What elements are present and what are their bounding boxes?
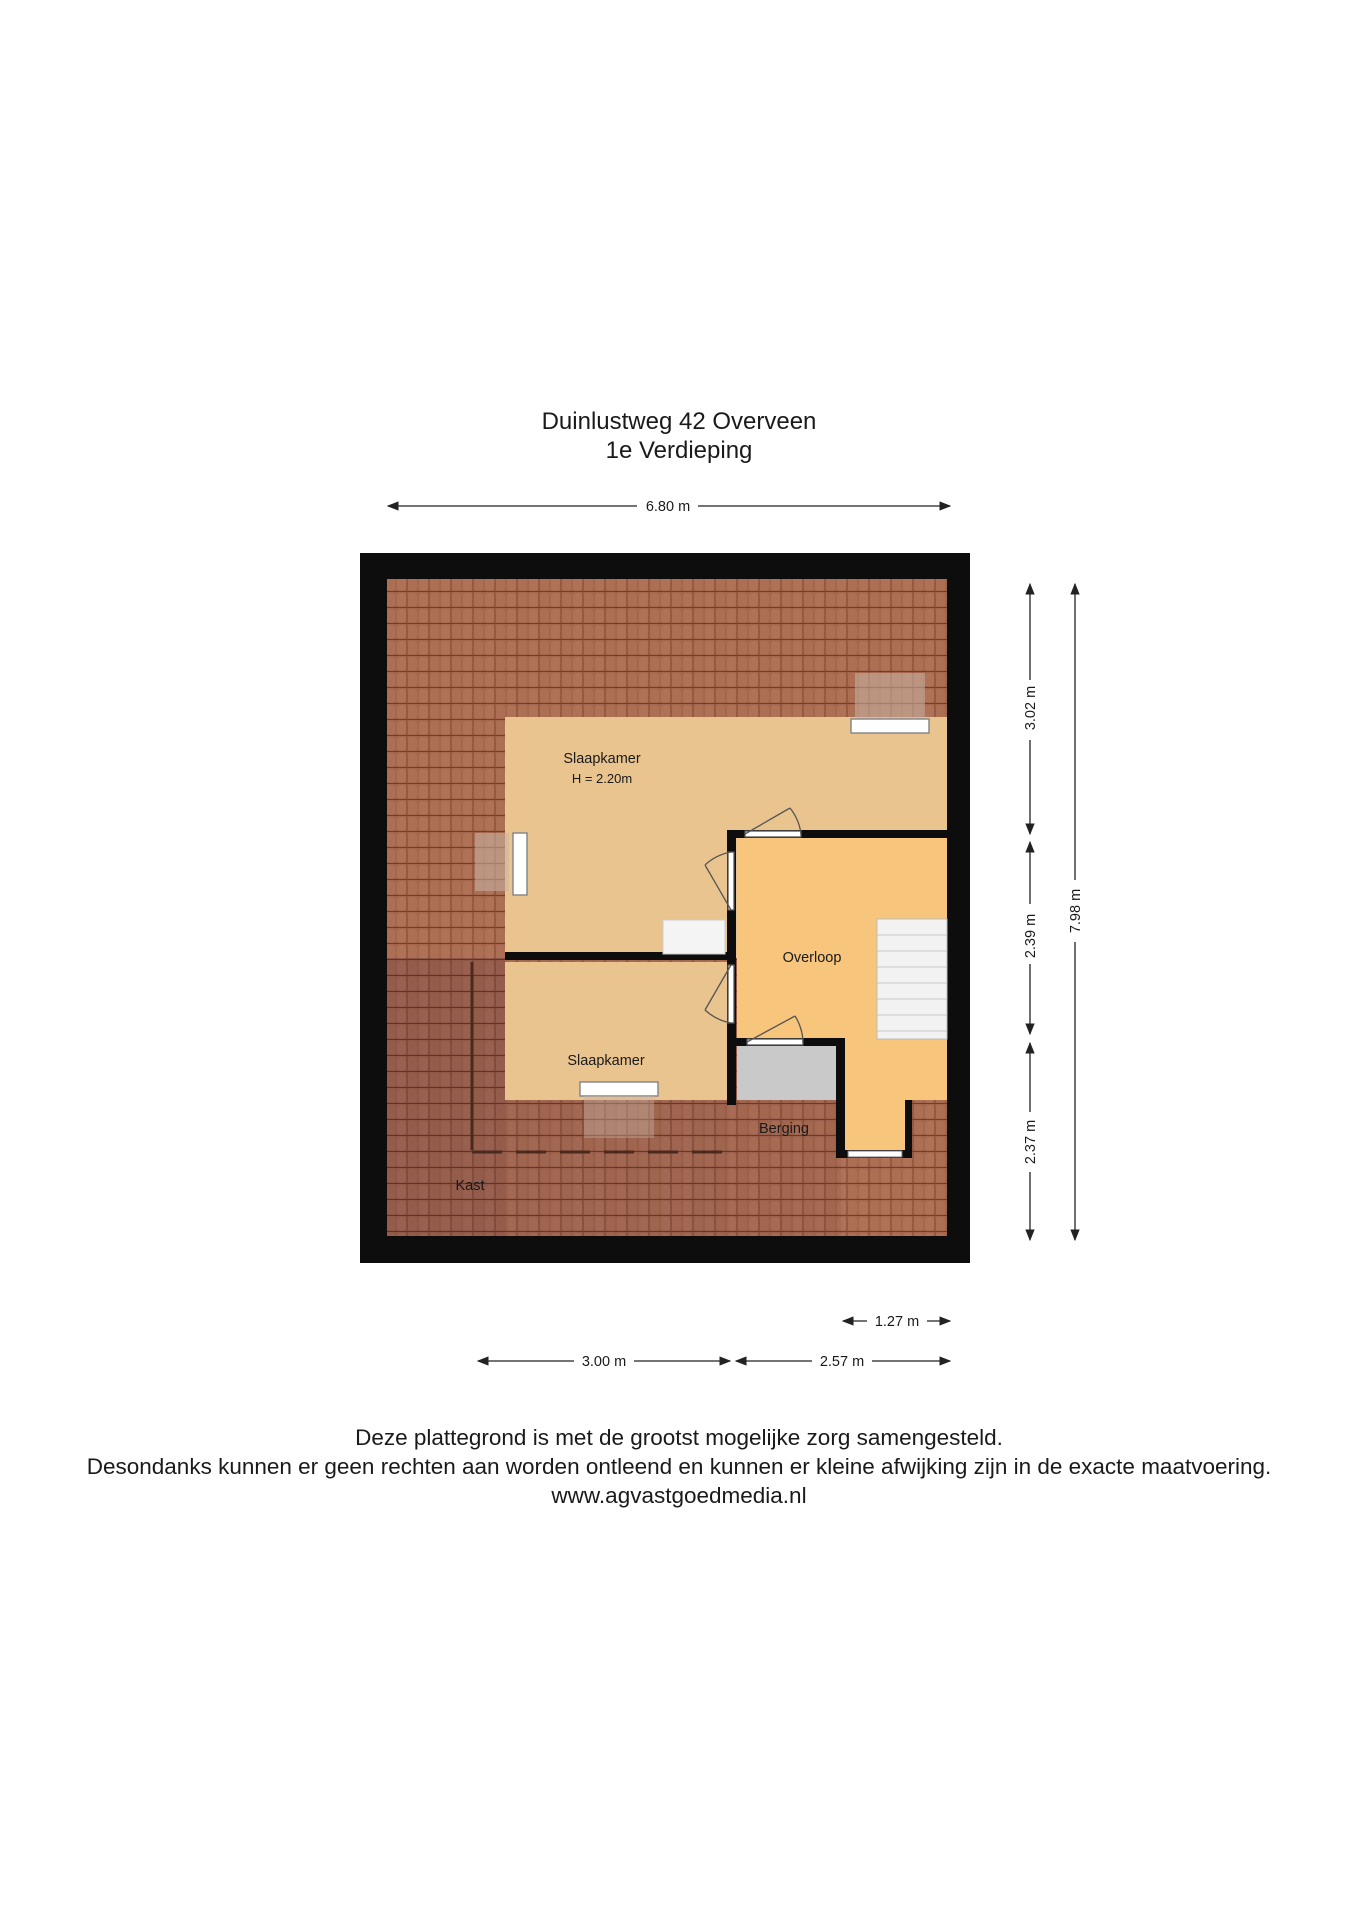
room-label-closet: Kast [455,1178,485,1194]
dim-bottom-left-label: 3.00 m [581,1354,627,1370]
room-label-bedroom-main: Slaapkamer [563,751,641,767]
skylight-top-right [851,673,929,733]
plan-address: Duinlustweg 42 Overveen [541,408,817,435]
skylight-bottom [580,1082,658,1138]
staircase [877,919,947,1039]
dim-bottom-left [478,1354,730,1370]
disclaimer [0,1423,1358,1510]
dim-right-middle-label: 2.39 m [1023,913,1039,959]
dim-total-depth-label: 7.98 m [1068,888,1084,934]
dim-right-top-label: 3.02 m [1023,685,1039,731]
closet-area [387,958,505,1236]
room-label-landing: Overloop [782,950,842,966]
storage-floor [737,1045,837,1100]
dim-right-middle [1023,842,1039,1034]
wall-landing-right [905,1100,912,1158]
radiator [663,920,725,954]
dim-bottom-small [843,1314,950,1330]
dim-total-depth [1068,584,1084,1240]
dim-total-width [388,499,950,515]
window-landing-bottom [848,1151,902,1157]
dim-right-top [1023,584,1039,834]
bedroom-small-floor [505,962,727,1100]
skylight-left [475,833,527,895]
room-label-storage: Berging [759,1121,809,1137]
disclaimer-line-1: Deze plattegrond is met de grootst mogelijke zorg samengesteld. [355,1425,1003,1450]
room-label-bedroom-small: Slaapkamer [567,1053,645,1069]
dim-bottom-small-label: 1.27 m [874,1314,920,1330]
dim-right-bottom [1023,1043,1039,1240]
disclaimer-line-2: Desondanks kunnen er geen rechten aan worden ontleend en kunnen er kleine afwijking zijn in de exacte maatvoering. [86,1454,1272,1479]
dim-bottom-right [736,1354,950,1370]
plan-floor: 1e Verdieping [605,437,753,464]
dim-total-width-label: 6.80 m [645,499,691,515]
dim-right-bottom-label: 2.37 m [1023,1119,1039,1165]
wall-storage-right [836,1038,845,1158]
disclaimer-website: www.agvastgoedmedia.nl [551,1483,807,1508]
room-label-bedroom-main-height: H = 2.20m [571,771,633,786]
dim-bottom-right-label: 2.57 m [819,1354,865,1370]
